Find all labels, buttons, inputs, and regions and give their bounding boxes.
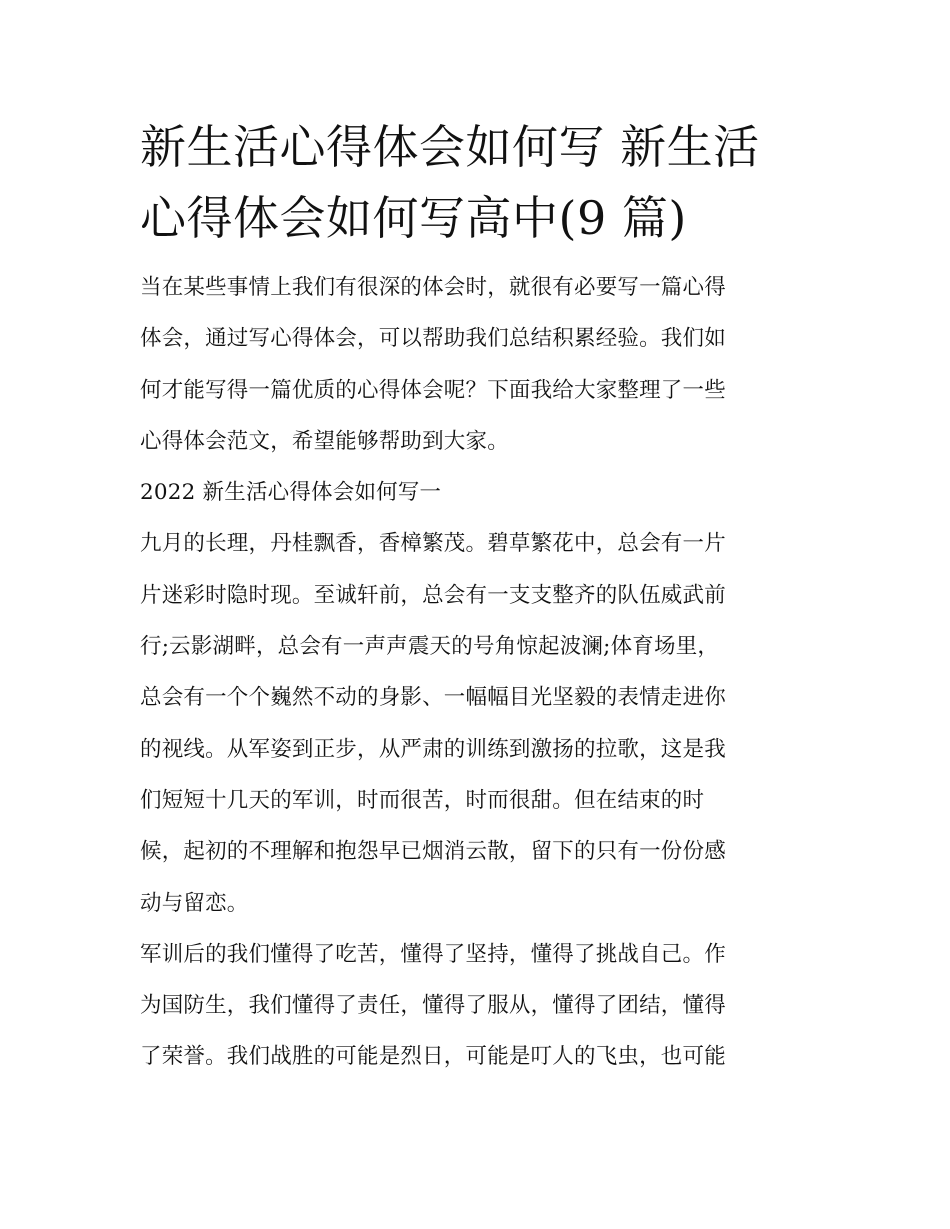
body-line-10: 为国防生，我们懂得了责任，懂得了服从，懂得了团结，懂得 [140,993,726,1019]
body-line-4: 总会有一个个巍然不动的身影、一幅幅目光坚毅的表情走进你 [140,685,726,711]
body-line-9: 军训后的我们懂得了吃苦，懂得了坚持，懂得了挑战自己。作 [140,941,726,967]
body-line-8: 动与留恋。 [140,890,249,916]
body-line-2: 片迷彩时隐时现。至诚轩前，总会有一支支整齐的队伍威武前 [140,582,726,608]
section-heading: 2022 新生活心得体会如何写一 [140,480,442,506]
intro-line-1: 当在某些事情上我们有很深的体会时，就很有必要写一篇心得 [140,275,726,300]
title-line-1: 新生活心得体会如何写 新生活 [140,120,760,174]
body-line-11: 了荣誉。我们战胜的可能是烈日，可能是叮人的飞虫，也可能 [140,1044,726,1070]
body-line-3: 行;云影湖畔，总会有一声声震天的号角惊起波澜;体育场里， [140,634,720,660]
intro-line-4: 心得体会范文，希望能够帮助到大家。 [140,428,509,454]
body-line-6: 们短短十几天的军训，时而很苦，时而很甜。但在结束的时 [140,787,705,813]
body-line-7: 候，起初的不理解和抱怨早已烟消云散，留下的只有一份份感 [140,839,726,865]
intro-line-2: 体会，通过写心得体会，可以帮助我们总结积累经验。我们如 [140,326,726,352]
intro-line-3: 何才能写得一篇优质的心得体会呢？下面我给大家整理了一些 [140,377,726,403]
document-body [140,262,812,1083]
title-line-2: 心得体会如何写高中(9 篇) [140,191,687,245]
body-line-5: 的视线。从军姿到正步，从严肃的训练到激扬的拉歌，这是我 [140,736,726,762]
document-content [140,112,812,1083]
body-line-1: 九月的长理，丹桂飘香，香樟繁茂。碧草繁花中，总会有一片 [140,531,726,557]
document-title [140,112,812,254]
